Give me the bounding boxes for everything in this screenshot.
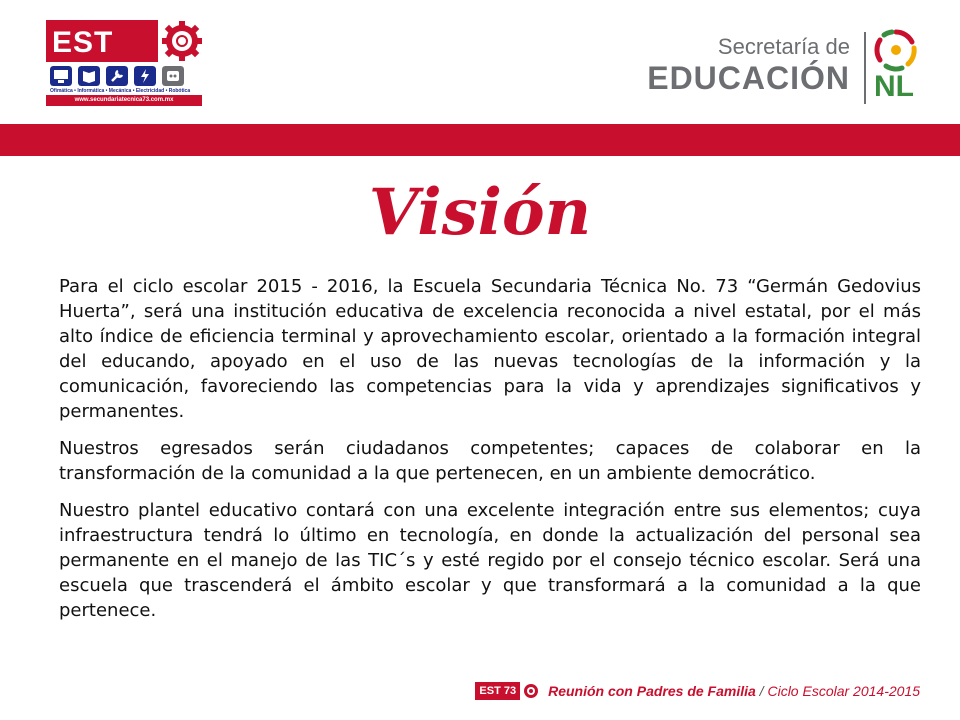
footer-logo-text: EST 73 [475, 682, 520, 700]
school-logo [46, 18, 202, 106]
school-logo-title: EST [52, 26, 114, 59]
book-icon [78, 66, 100, 86]
secretaria-logo [647, 26, 922, 108]
secretaria-logo-divider [864, 32, 866, 104]
header-band [0, 124, 960, 156]
footer-caption [548, 683, 920, 699]
vision-paragraph: Para el ciclo escolar 2015 - 2016, la Escuela Secundaria Técnica No. 73 “Germán Gedovius Huerta”, será una institución educativa de excelencia reconocida a nivel estatal, por el más alto índice de eficiencia terminal y aprovechamiento escolar, orientado a la formación integral del educando, apoyado en el uso de las nuevas tecnologías de la información y la comunicación, favoreciendo las competencias para la vida y aprendizajes significativos y permanentes. [59, 276, 921, 422]
footer [475, 680, 920, 702]
school-logo-url-bar [46, 95, 202, 106]
page-title: Visión [368, 175, 592, 250]
vision-body [59, 274, 921, 635]
robot-icon [162, 66, 184, 86]
secretaria-logo-line1: Secretaría de [717, 34, 850, 59]
nl-emblem-icon [872, 26, 920, 74]
secretaria-logo-line2: EDUCACIÓN [647, 60, 850, 96]
footer-cycle: Ciclo Escolar 2014-2015 [767, 683, 920, 699]
lightning-icon [134, 66, 156, 86]
gear-icon [162, 18, 202, 64]
footer-logo [475, 681, 540, 701]
vision-paragraph: Nuestro plantel educativo contará con una excelente integración entre sus elementos; cuya infraestructura tendrá lo último en tecnología, en donde la actualización del personal sea permanente en el manejo de las TIC´s y esté regido por el consejo técnico escolar. Será una escuela que trascenderá el ámbito escolar y que transformará a la comunidad a la que pertenece. [59, 500, 921, 621]
school-logo-areas: Ofimática • Informática • Mecánica • Electricidad • Robótica [50, 88, 191, 94]
school-logo-header [46, 18, 202, 64]
secretaria-logo-state: NL [874, 70, 914, 103]
vision-paragraph: Nuestros egresados serán ciudadanos competentes; capaces de colaborar en la transformación de la comunidad a la que pertenecen, en un ambiente democrático. [59, 438, 921, 484]
wrench-icon [106, 66, 128, 86]
footer-separator: / [755, 683, 768, 699]
computer-icon [50, 66, 72, 86]
footer-meeting: Reunión con Padres de Familia [548, 683, 756, 699]
school-logo-icons [50, 66, 202, 88]
school-logo-title-box [46, 20, 158, 62]
gear-icon [522, 682, 540, 700]
school-logo-url: www.secundariatecnica73.com.mx [74, 97, 174, 103]
